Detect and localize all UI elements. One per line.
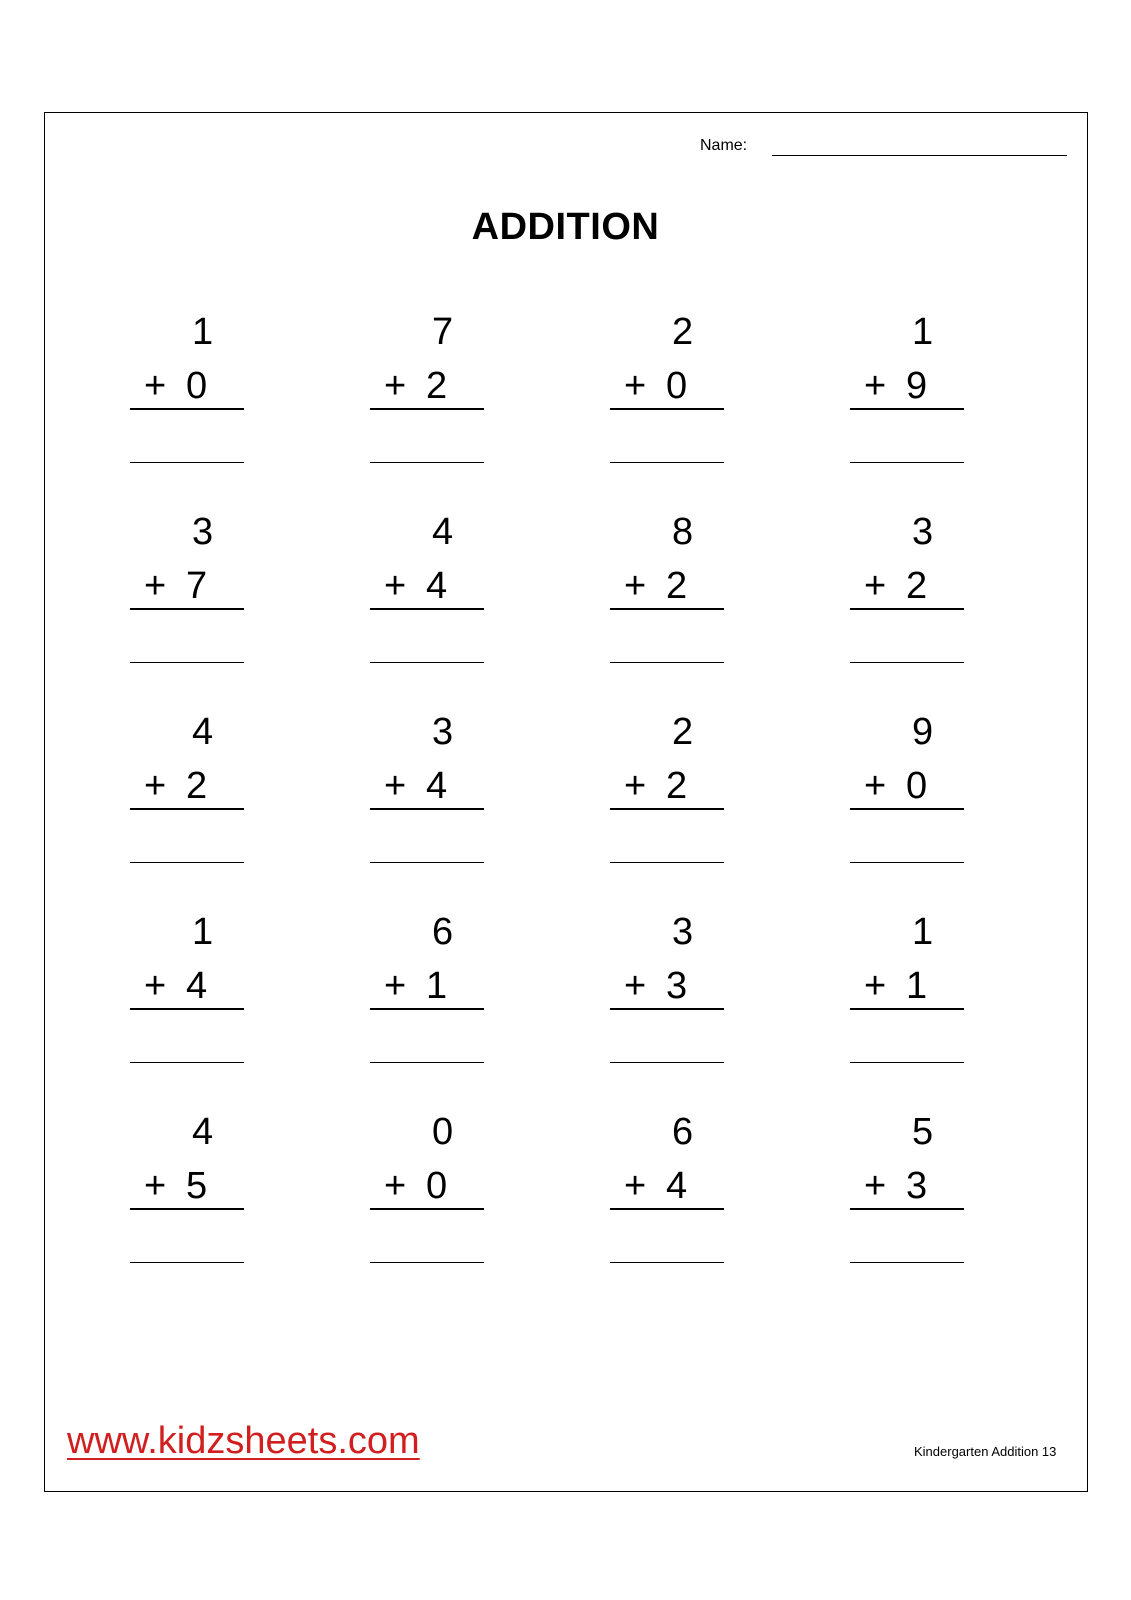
sum-rule: [370, 808, 484, 810]
plus-sign: +: [144, 365, 167, 407]
addend-top: 3: [192, 511, 214, 553]
addition-problem: [130, 502, 244, 662]
answer-line[interactable]: [370, 1062, 484, 1063]
sum-rule: [130, 1208, 244, 1210]
plus-sign: +: [144, 1165, 167, 1207]
sum-rule: [130, 808, 244, 810]
addition-problem: [370, 902, 484, 1062]
addend-top: 3: [912, 511, 934, 553]
sum-rule: [370, 1008, 484, 1010]
addend-top: 9: [912, 711, 934, 753]
plus-sign: +: [144, 965, 167, 1007]
addition-problem: [130, 702, 244, 862]
answer-line[interactable]: [130, 662, 244, 663]
answer-line[interactable]: [610, 1062, 724, 1063]
addition-problem: [610, 302, 724, 462]
addend-top: 5: [912, 1111, 934, 1153]
plus-sign: +: [384, 365, 407, 407]
plus-sign: +: [624, 1165, 647, 1207]
sum-rule: [370, 608, 484, 610]
name-field[interactable]: [772, 155, 1067, 156]
plus-sign: +: [864, 765, 887, 807]
addend-bottom: 2: [906, 565, 928, 607]
answer-line[interactable]: [850, 862, 964, 863]
addition-problem: [370, 502, 484, 662]
plus-sign: +: [864, 1165, 887, 1207]
sum-rule: [610, 1208, 724, 1210]
addition-problem: [130, 302, 244, 462]
addend-bottom: 2: [186, 765, 208, 807]
name-label: Name:: [700, 137, 748, 154]
footer-label: Kindergarten Addition 13: [914, 1444, 1057, 1459]
addend-top: 0: [432, 1111, 454, 1153]
answer-line[interactable]: [370, 1262, 484, 1263]
addend-top: 8: [672, 511, 694, 553]
answer-line[interactable]: [610, 1262, 724, 1263]
answer-line[interactable]: [130, 1062, 244, 1063]
answer-line[interactable]: [130, 462, 244, 463]
answer-line[interactable]: [850, 1262, 964, 1263]
answer-line[interactable]: [610, 462, 724, 463]
plus-sign: +: [624, 565, 647, 607]
addend-top: 1: [192, 311, 214, 353]
answer-line[interactable]: [850, 462, 964, 463]
plus-sign: +: [384, 1165, 407, 1207]
addition-problem: [610, 1102, 724, 1262]
addend-top: 4: [192, 711, 214, 753]
addition-problem: [850, 702, 964, 862]
sum-rule: [850, 608, 964, 610]
sum-rule: [850, 808, 964, 810]
answer-line[interactable]: [850, 662, 964, 663]
plus-sign: +: [864, 965, 887, 1007]
addend-bottom: 4: [426, 765, 448, 807]
addend-top: 4: [192, 1111, 214, 1153]
addend-top: 6: [432, 911, 454, 953]
answer-line[interactable]: [370, 662, 484, 663]
sum-rule: [370, 1208, 484, 1210]
plus-sign: +: [144, 765, 167, 807]
addend-bottom: 4: [666, 1165, 688, 1207]
addition-problem: [850, 902, 964, 1062]
addend-top: 4: [432, 511, 454, 553]
addend-bottom: 1: [426, 965, 448, 1007]
addition-problem: [610, 902, 724, 1062]
sum-rule: [130, 608, 244, 610]
addend-bottom: 4: [426, 565, 448, 607]
plus-sign: +: [384, 965, 407, 1007]
sum-rule: [130, 1008, 244, 1010]
addition-problem: [610, 702, 724, 862]
addend-bottom: 0: [186, 365, 208, 407]
answer-line[interactable]: [610, 862, 724, 863]
plus-sign: +: [864, 565, 887, 607]
sum-rule: [610, 408, 724, 410]
plus-sign: +: [624, 765, 647, 807]
sum-rule: [850, 1208, 964, 1210]
answer-line[interactable]: [610, 662, 724, 663]
addend-bottom: 0: [426, 1165, 448, 1207]
plus-sign: +: [384, 765, 407, 807]
addend-top: 7: [432, 311, 454, 353]
sum-rule: [850, 1008, 964, 1010]
sum-rule: [610, 808, 724, 810]
addend-top: 6: [672, 1111, 694, 1153]
addend-bottom: 7: [186, 565, 208, 607]
addend-top: 3: [432, 711, 454, 753]
addend-top: 2: [672, 711, 694, 753]
addend-bottom: 2: [426, 365, 448, 407]
answer-line[interactable]: [850, 1062, 964, 1063]
addend-top: 1: [912, 311, 934, 353]
answer-line[interactable]: [130, 1262, 244, 1263]
website-link[interactable]: www.kidzsheets.com: [67, 1420, 420, 1462]
addend-bottom: 3: [666, 965, 688, 1007]
addend-bottom: 5: [186, 1165, 208, 1207]
sum-rule: [610, 1008, 724, 1010]
addend-top: 1: [912, 911, 934, 953]
addition-problem: [850, 1102, 964, 1262]
addend-bottom: 4: [186, 965, 208, 1007]
addend-top: 1: [192, 911, 214, 953]
plus-sign: +: [624, 965, 647, 1007]
addition-problem: [370, 1102, 484, 1262]
addend-bottom: 0: [906, 765, 928, 807]
answer-line[interactable]: [370, 862, 484, 863]
sum-rule: [370, 408, 484, 410]
sum-rule: [130, 408, 244, 410]
page-title: ADDITION: [471, 206, 660, 248]
addend-bottom: 2: [666, 765, 688, 807]
addition-problem: [130, 1102, 244, 1262]
addition-problem: [850, 502, 964, 662]
addend-bottom: 2: [666, 565, 688, 607]
addition-problem: [370, 302, 484, 462]
sum-rule: [850, 408, 964, 410]
addition-problem: [370, 702, 484, 862]
answer-line[interactable]: [370, 462, 484, 463]
addend-bottom: 9: [906, 365, 928, 407]
addition-problem: [850, 302, 964, 462]
plus-sign: +: [624, 365, 647, 407]
answer-line[interactable]: [130, 862, 244, 863]
plus-sign: +: [384, 565, 407, 607]
addend-bottom: 0: [666, 365, 688, 407]
plus-sign: +: [864, 365, 887, 407]
addition-problem: [610, 502, 724, 662]
addend-top: 2: [672, 311, 694, 353]
addend-bottom: 3: [906, 1165, 928, 1207]
addend-bottom: 1: [906, 965, 928, 1007]
sum-rule: [610, 608, 724, 610]
addition-problem: [130, 902, 244, 1062]
plus-sign: +: [144, 565, 167, 607]
addend-top: 3: [672, 911, 694, 953]
